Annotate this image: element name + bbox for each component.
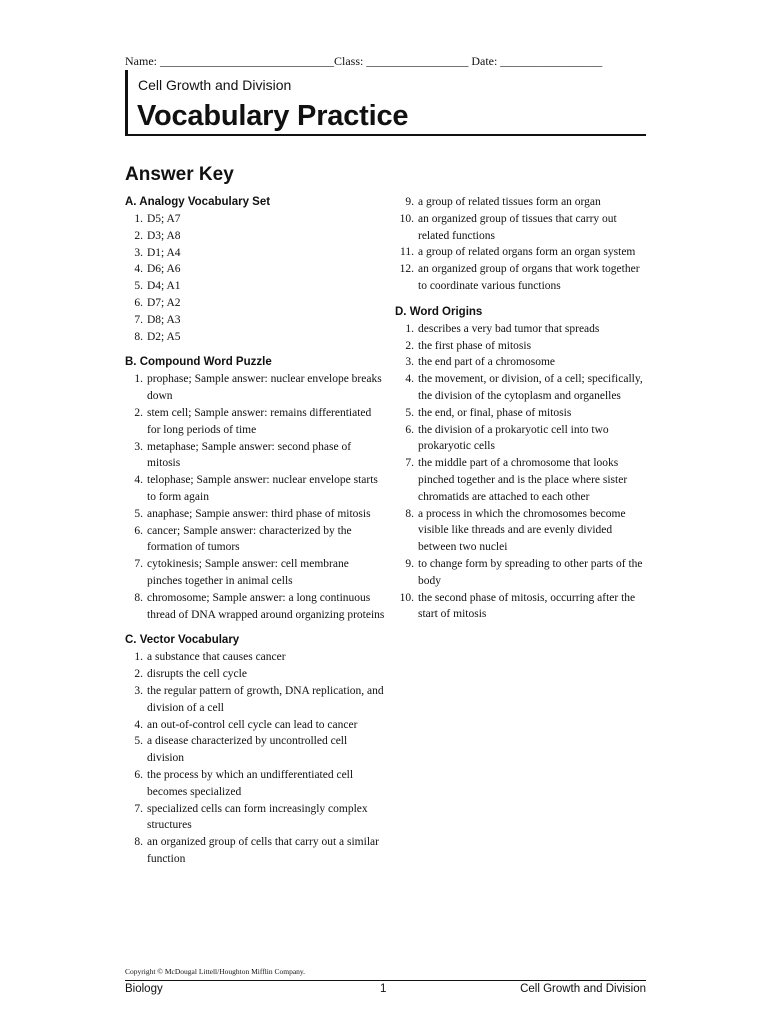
section-b-list: [125, 371, 385, 623]
item-number: 1.: [134, 373, 143, 386]
list-item: [125, 683, 385, 717]
list-item: [395, 405, 650, 422]
item-text: specialized cells can form increasingly complex structures: [147, 802, 368, 832]
item-text: D3; A8: [147, 229, 181, 242]
item-number: 8.: [134, 836, 143, 849]
item-number: 7.: [405, 457, 414, 470]
item-number: 10.: [399, 212, 414, 225]
item-number: 5.: [134, 507, 143, 520]
section-d-list: [395, 321, 650, 623]
item-number: 3.: [134, 440, 143, 453]
list-item: [125, 472, 385, 506]
item-text: a process in which the chromosomes become visible like threads and are evenly divided between two nuclei: [418, 507, 626, 554]
section-a-list: [125, 211, 385, 345]
item-text: a disease characterized by uncontrolled cell division: [147, 735, 348, 765]
item-number: 1.: [405, 322, 414, 335]
item-number: 6.: [134, 768, 143, 781]
list-item: [125, 834, 385, 868]
copyright-notice: Copyright © McDougal Littell/Houghton Mifflin Company.: [125, 967, 306, 976]
item-number: 4.: [134, 263, 143, 276]
item-number: 2.: [134, 668, 143, 681]
section-c: [125, 632, 385, 867]
list-item: [125, 261, 385, 278]
item-text: an organized group of organs that work together to coordinate various functions: [418, 263, 640, 292]
item-text: an out-of-control cell cycle can lead to cancer: [147, 718, 358, 731]
list-item: [395, 455, 650, 505]
section-a: [125, 194, 385, 345]
item-text: metaphase; Sample answer: second phase of mitosis: [147, 440, 352, 470]
item-text: the first phase of mitosis: [418, 339, 532, 352]
section-c-list: [125, 649, 385, 867]
section-b: [125, 354, 385, 623]
list-item: [395, 338, 650, 355]
list-item: [125, 717, 385, 734]
list-item: [125, 228, 385, 245]
list-item: [395, 321, 650, 338]
item-text: stem cell; Sample answer: remains differentiated for long periods of time: [147, 406, 372, 436]
item-text: telophase; Sample answer: nuclear envelope starts to form again: [147, 474, 378, 503]
item-text: the middle part of a chromosome that looks pinched together and is the place where sister chromatids are attached to each other: [418, 457, 628, 503]
list-item: [125, 590, 385, 624]
section-a-title: A. Analogy Vocabulary Set: [125, 196, 271, 208]
item-number: 5.: [134, 735, 143, 748]
list-item: [395, 590, 650, 624]
list-item: [125, 245, 385, 262]
page-title: Vocabulary Practice: [137, 100, 409, 132]
item-number: 4.: [134, 718, 143, 731]
item-number: 4.: [134, 474, 143, 487]
list-item: [395, 211, 650, 245]
list-item: [125, 523, 385, 557]
left-column: [125, 194, 385, 877]
item-text: cancer; Sample answer: characterized by the formation of tumors: [147, 524, 352, 554]
item-number: 2.: [134, 229, 143, 242]
footer-subject: Biology: [125, 983, 163, 995]
item-text: the movement, or division, of a cell; specifically, the division of the cytoplasm and organelles: [418, 373, 643, 402]
item-number: 7.: [134, 802, 143, 815]
item-text: D6; A6: [147, 263, 181, 276]
item-number: 7.: [134, 313, 143, 326]
list-item: [125, 278, 385, 295]
item-number: 8.: [134, 330, 143, 343]
item-number: 6.: [134, 296, 143, 309]
item-text: the second phase of mitosis, occurring after the start of mitosis: [418, 591, 636, 621]
list-item: [395, 244, 650, 261]
list-item: [395, 371, 650, 405]
item-text: D2; A5: [147, 330, 181, 343]
item-number: 3.: [405, 356, 414, 369]
item-number: 5.: [134, 280, 143, 293]
item-number: 3.: [134, 684, 143, 697]
list-item: [395, 506, 650, 556]
name-class-date-line: Name: _____________________________Class: _________________ Date: _________________: [125, 54, 603, 68]
list-item: [125, 506, 385, 523]
item-number: 8.: [134, 591, 143, 604]
list-item: [395, 354, 650, 371]
list-item: [125, 767, 385, 801]
section-c-continued-list: [395, 194, 650, 295]
item-number: 9.: [405, 557, 414, 570]
answer-key-heading: Answer Key: [125, 164, 234, 185]
section-d: [395, 304, 650, 623]
item-text: D5; A7: [147, 213, 181, 225]
item-text: a group of related tissues form an organ: [418, 196, 601, 208]
list-item: [125, 295, 385, 312]
item-number: 2.: [134, 406, 143, 419]
item-text: D4; A1: [147, 280, 181, 293]
item-number: 12.: [399, 263, 414, 276]
item-number: 6.: [405, 423, 414, 436]
list-item: [125, 211, 385, 228]
title-block: [125, 70, 646, 136]
list-item: [125, 801, 385, 835]
list-item: [125, 371, 385, 405]
item-text: chromosome; Sample answer: a long continuous thread of DNA wrapped around organizing proteins: [147, 591, 385, 621]
item-number: 2.: [405, 339, 414, 352]
item-text: the end part of a chromosome: [418, 356, 555, 369]
item-text: D8; A3: [147, 313, 181, 326]
chapter-subtitle: Cell Growth and Division: [138, 77, 292, 93]
item-number: 4.: [405, 373, 414, 386]
item-number: 3.: [134, 246, 143, 259]
list-item: [395, 422, 650, 456]
list-item: [125, 405, 385, 439]
list-item: [125, 439, 385, 473]
list-item: [395, 556, 650, 590]
item-text: D7; A2: [147, 296, 181, 309]
item-number: 10.: [399, 591, 414, 604]
item-number: 8.: [405, 507, 414, 520]
section-b-title: B. Compound Word Puzzle: [125, 356, 272, 369]
item-text: an organized group of cells that carry out a similar function: [147, 836, 379, 865]
section-d-title: D. Word Origins: [395, 305, 483, 318]
item-text: an organized group of tissues that carry out related functions: [418, 212, 617, 242]
list-item: [125, 312, 385, 329]
item-text: the division of a prokaryotic cell into two prokaryotic cells: [418, 423, 609, 453]
section-c-title: C. Vector Vocabulary: [125, 634, 240, 647]
list-item: [125, 329, 385, 346]
item-text: to change form by spreading to other parts of the body: [418, 557, 643, 587]
list-item: [125, 556, 385, 590]
item-number: 11.: [400, 246, 414, 259]
list-item: [125, 649, 385, 666]
item-text: describes a very bad tumor that spreads: [418, 322, 600, 335]
footer-chapter: Cell Growth and Division: [520, 983, 646, 995]
section-c-continued: [395, 194, 650, 295]
item-number: 7.: [134, 558, 143, 571]
item-text: the end, or final, phase of mitosis: [418, 406, 572, 419]
item-text: disrupts the cell cycle: [147, 668, 247, 681]
item-text: the regular pattern of growth, DNA replication, and division of a cell: [147, 684, 384, 714]
item-text: prophase; Sample answer: nuclear envelope breaks down: [147, 373, 382, 403]
list-item: [125, 733, 385, 767]
item-number: 5.: [405, 406, 414, 419]
page-number: 1: [380, 983, 387, 995]
item-number: 1.: [134, 651, 143, 664]
list-item: [125, 666, 385, 683]
item-number: 9.: [405, 196, 414, 208]
item-number: 6.: [134, 524, 143, 537]
item-text: a substance that causes cancer: [147, 651, 286, 664]
list-item: [395, 194, 650, 211]
item-text: anaphase; Sampie answer: third phase of mitosis: [147, 507, 371, 520]
footer-divider: [125, 980, 646, 981]
right-column: [395, 194, 650, 632]
item-text: a group of related organs form an organ system: [418, 246, 636, 259]
list-item: [395, 261, 650, 295]
item-text: the process by which an undifferentiated cell becomes specialized: [147, 768, 354, 798]
item-number: 1.: [134, 213, 143, 225]
item-text: D1; A4: [147, 246, 181, 259]
item-text: cytokinesis; Sample answer: cell membrane pinches together in animal cells: [147, 558, 349, 587]
